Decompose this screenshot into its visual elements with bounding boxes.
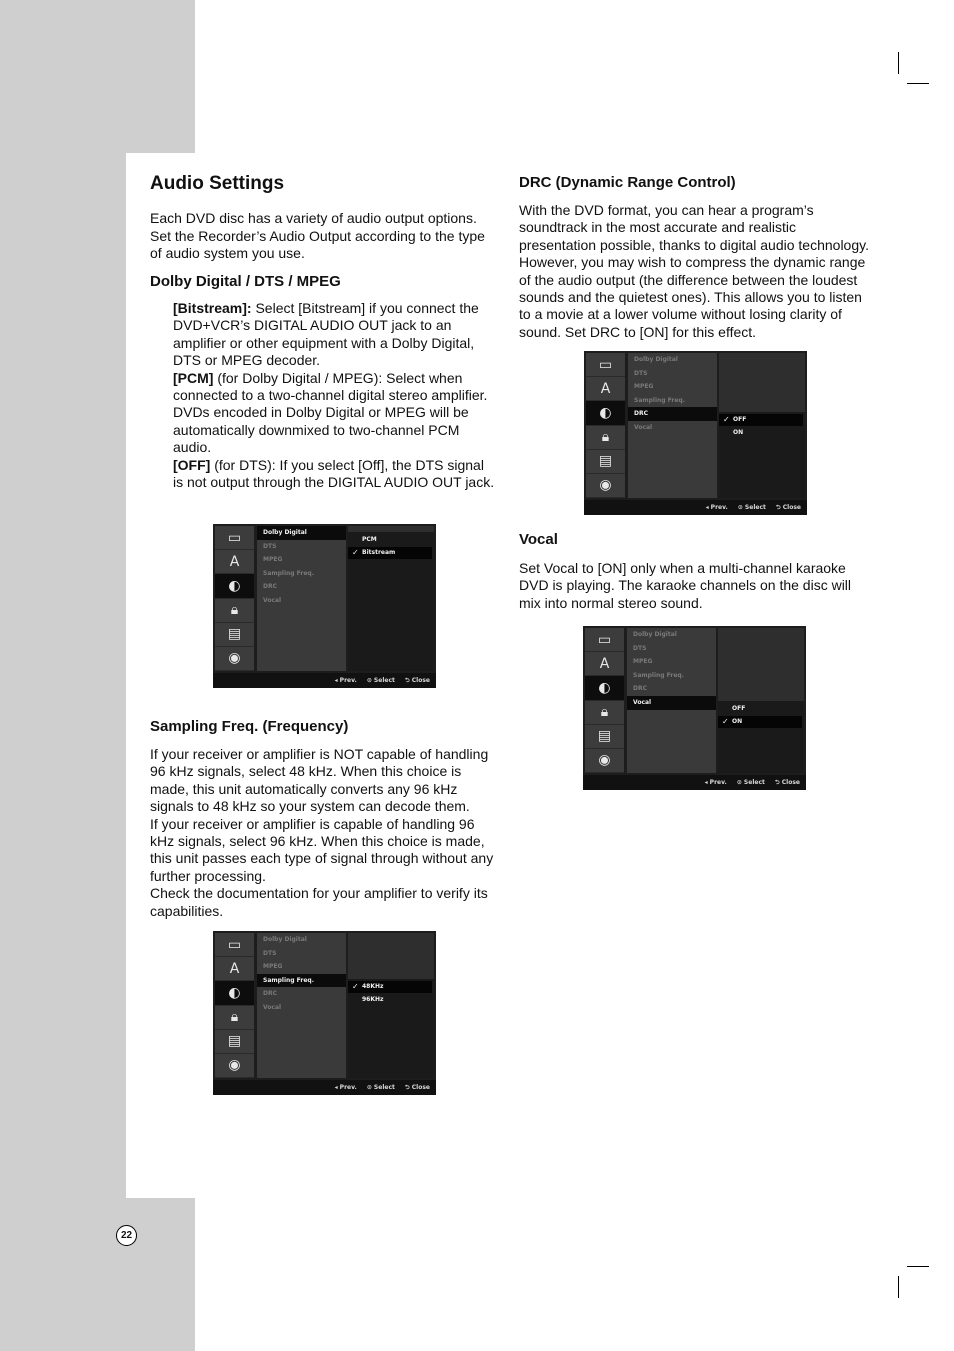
menu-values — [348, 526, 434, 671]
menu-value — [348, 534, 432, 546]
menu-icon-column — [215, 526, 254, 671]
language-icon: A — [215, 957, 254, 981]
crop-mark — [898, 52, 899, 74]
menu-values — [718, 628, 804, 773]
menu-option: Vocal — [263, 596, 282, 604]
menu-value-label: Bitstream — [362, 549, 396, 556]
crop-mark — [898, 1276, 899, 1298]
menu-value-header — [718, 628, 804, 701]
menu-value-label: OFF — [733, 416, 747, 423]
select-hint: ⊙ Select — [366, 677, 395, 684]
check-icon: ✓ — [722, 717, 729, 726]
check-icon: ✓ — [723, 415, 730, 424]
language-icon: A — [215, 550, 254, 574]
menu-options — [628, 353, 717, 498]
menu-value-selected — [348, 981, 432, 993]
off-description — [173, 457, 496, 492]
drc-text: With the DVD format, you can hear a program’s soundtrack in the most accurate and realistic presentation possible, thanks to digital audio technology. However, you may wish to compress the dynamic range of the audio output (the difference between the loudest sounds and the quietest ones). This allows you to listen to a movie at a lower volume without losing clarity of sound. Set DRC to [ON] for this effect. — [519, 202, 869, 340]
screen-icon: ▭ — [215, 933, 254, 957]
menu-value-label: ON — [732, 718, 743, 725]
menu-option: DTS — [634, 369, 648, 377]
disc-icon: ◉ — [585, 749, 624, 773]
audio-icon: ◐ — [215, 574, 254, 598]
menu-option: Sampling Freq. — [257, 974, 346, 988]
menu-value-label: PCM — [362, 536, 377, 543]
sampling-text — [150, 746, 496, 920]
sampling-p1: If your receiver or amplifier is NOT capable of handling 96 kHz signals, select 48 kHz. When this choice is made, this unit automatically converts any 96 kHz signals to 48 kHz so your system can decode them. — [150, 746, 489, 815]
menu-value-label: 96KHz — [362, 996, 384, 1003]
menu-value-selected — [348, 547, 432, 559]
menu-option: Vocal — [634, 423, 653, 431]
disc-icon: ◉ — [586, 474, 625, 498]
prev-hint: ◂ Prev. — [334, 1084, 357, 1091]
menu-footer — [213, 673, 436, 688]
menu-icon-column — [215, 933, 254, 1078]
film-icon: ▤ — [215, 623, 254, 647]
language-icon: A — [586, 377, 625, 401]
menu-value-header — [719, 353, 805, 412]
menu-footer — [213, 1080, 436, 1095]
language-icon: A — [585, 652, 624, 676]
lock-icon: 🔒︎ — [586, 426, 625, 450]
film-icon: ▤ — [585, 725, 624, 749]
pcm-description — [173, 370, 496, 457]
check-icon: ✓ — [352, 548, 359, 557]
menu-footer — [584, 500, 807, 515]
menu-option: Dolby Digital — [634, 356, 678, 363]
pcm-text: (for Dolby Digital / MPEG): Select when connected to a two-channel digital stereo amplifier. DVDs encoded in Dolby Digital or MPEG will be automatically downmixed to two-channel PCM audio. — [173, 369, 488, 456]
menu-option: Dolby Digital — [257, 526, 346, 540]
menu-value-selected — [719, 414, 803, 426]
menu-option: Sampling Freq. — [633, 671, 685, 679]
crop-mark — [907, 83, 929, 84]
select-hint: ⊙ Select — [366, 1084, 395, 1091]
menu-option: Sampling Freq. — [634, 396, 686, 404]
select-hint: ⊙ Select — [736, 779, 765, 786]
vocal-text: Set Vocal to [ON] only when a multi-channel karaoke DVD is playing. The karaoke channels on the disc will mix into normal stereo sound. — [519, 560, 852, 611]
lock-icon: 🔒︎ — [585, 701, 624, 725]
menu-option: DTS — [633, 644, 647, 652]
vocal-text-block — [519, 560, 869, 612]
menu-value-selected — [718, 716, 802, 728]
film-icon: ▤ — [215, 1030, 254, 1054]
menu-value — [348, 994, 432, 1006]
menu-screenshot-sampling — [213, 931, 436, 1095]
page-number: 22 — [116, 1225, 137, 1246]
menu-option: DRC — [628, 407, 717, 421]
menu-option: MPEG — [263, 556, 283, 564]
sampling-p3: Check the documentation for your amplifier to verify its capabilities. — [150, 885, 488, 919]
menu-option: Dolby Digital — [263, 936, 307, 943]
disc-icon: ◉ — [215, 1054, 254, 1078]
menu-value-label: 48KHz — [362, 983, 384, 990]
menu-value-header — [348, 933, 434, 979]
menu-option: DRC — [263, 583, 278, 591]
margin-gray-bottom — [0, 1198, 195, 1351]
audio-icon: ◐ — [586, 401, 625, 425]
menu-footer — [583, 775, 806, 790]
margin-gray-top — [0, 0, 195, 153]
menu-screenshot-vocal — [583, 626, 806, 790]
menu-value-header — [348, 526, 434, 532]
menu-screenshot-dolby — [213, 524, 436, 688]
crop-mark — [907, 1266, 929, 1267]
film-icon: ▤ — [586, 450, 625, 474]
menu-option: Vocal — [263, 1003, 282, 1011]
lock-icon: 🔒︎ — [215, 1006, 254, 1030]
audio-icon: ◐ — [585, 676, 624, 700]
menu-option: DRC — [263, 990, 278, 998]
menu-values — [348, 933, 434, 1078]
bitstream-text: Select [Bitstream] if you connect the DVD+VCR’s DIGITAL AUDIO OUT jack to an amplifier or other equipment with a Dolby Digital, DTS or MPEG decoder. — [173, 300, 479, 369]
menu-options — [257, 526, 346, 671]
close-hint: ⮌ Close — [404, 1083, 430, 1091]
sampling-p2: If your receiver or amplifier is capable of handling 96 kHz signals, select 96 kHz. When this choice is made, this unit passes each type of signal through without any further processing. — [150, 815, 494, 884]
lock-icon: 🔒︎ — [215, 599, 254, 623]
select-hint: ⊙ Select — [737, 504, 766, 511]
dolby-options — [173, 300, 496, 491]
pcm-term: [PCM] — [173, 369, 214, 386]
menu-icon-column — [586, 353, 625, 498]
bitstream-term: [Bitstream]: — [173, 300, 252, 317]
vocal-heading: Vocal — [519, 531, 558, 548]
margin-gray-side — [0, 153, 126, 1198]
screen-icon: ▭ — [585, 628, 624, 652]
menu-option: DTS — [263, 542, 277, 550]
disc-icon: ◉ — [215, 647, 254, 671]
close-hint: ⮌ Close — [775, 503, 801, 511]
left-column — [150, 175, 496, 492]
audio-icon: ◐ — [215, 981, 254, 1005]
off-term: [OFF] — [173, 456, 211, 473]
menu-option: MPEG — [634, 383, 654, 391]
screen-icon: ▭ — [586, 353, 625, 377]
drc-text-block — [519, 202, 869, 341]
menu-option: DTS — [263, 949, 277, 957]
menu-option: Sampling Freq. — [263, 569, 315, 577]
menu-values — [719, 353, 805, 498]
bitstream-description — [173, 300, 496, 370]
prev-hint: ◂ Prev. — [704, 779, 727, 786]
check-icon: ✓ — [352, 982, 359, 991]
dolby-heading: Dolby Digital / DTS / MPEG — [150, 272, 341, 290]
screen-icon: ▭ — [215, 526, 254, 550]
intro-text: Each DVD disc has a variety of audio output options. Set the Recorder’s Audio Output according to the type of audio system you use. — [150, 210, 485, 262]
drc-heading: DRC (Dynamic Range Control) — [519, 174, 736, 191]
close-hint: ⮌ Close — [774, 778, 800, 786]
menu-value-label: OFF — [732, 705, 746, 712]
menu-option: DRC — [633, 685, 648, 693]
menu-options — [257, 933, 346, 1078]
menu-option: MPEG — [263, 963, 283, 971]
menu-options — [627, 628, 716, 773]
menu-screenshot-drc — [584, 351, 807, 515]
menu-option: Vocal — [627, 696, 716, 710]
page-title: Audio Settings — [150, 173, 285, 194]
menu-value — [718, 703, 802, 715]
sampling-heading: Sampling Freq. (Frequency) — [150, 718, 349, 735]
off-text: (for DTS): If you select [Off], the DTS signal is not output through the DIGITAL AUDIO OUT jack. — [173, 456, 495, 491]
menu-option: MPEG — [633, 658, 653, 666]
menu-value-label: ON — [733, 429, 744, 436]
prev-hint: ◂ Prev. — [705, 504, 728, 511]
menu-option: Dolby Digital — [633, 631, 677, 638]
menu-icon-column — [585, 628, 624, 773]
close-hint: ⮌ Close — [404, 676, 430, 684]
menu-value — [719, 427, 803, 439]
prev-hint: ◂ Prev. — [334, 677, 357, 684]
